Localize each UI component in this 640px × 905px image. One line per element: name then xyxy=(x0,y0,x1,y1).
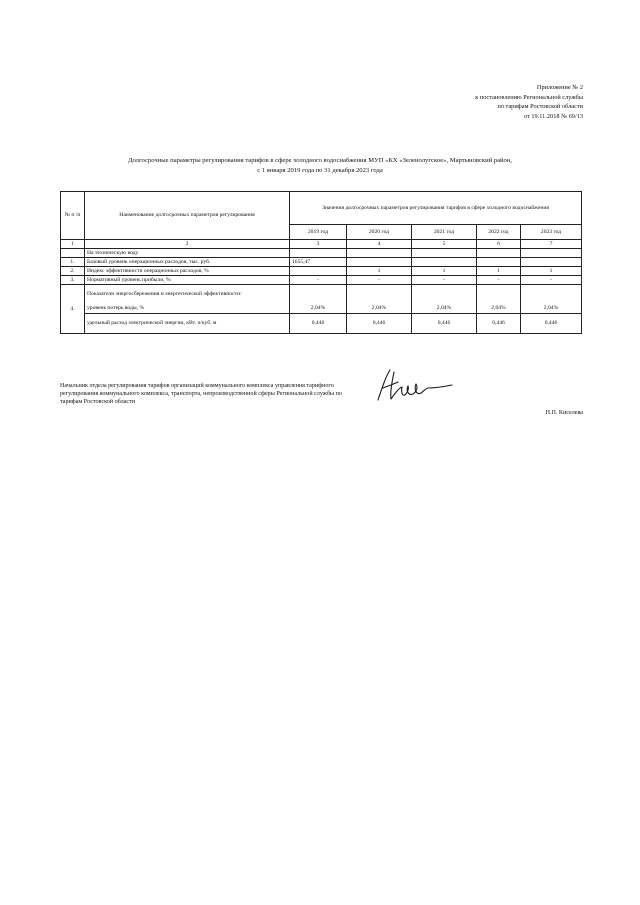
subrow-value: 0,446 xyxy=(347,314,412,334)
appendix-block xyxy=(475,83,583,121)
document-title xyxy=(60,156,580,175)
col-number: 7 xyxy=(521,240,582,249)
row-value: 1 xyxy=(412,267,477,276)
table-row xyxy=(61,267,582,276)
row-value xyxy=(347,258,412,267)
appendix-line: по тарифам Ростовской области xyxy=(497,103,583,111)
row-value: - xyxy=(347,276,412,285)
column-numbers-row xyxy=(61,240,582,249)
row-num: 3. xyxy=(61,276,85,285)
row-num: 4. xyxy=(61,285,85,334)
header-year: 2020 год xyxy=(347,225,412,240)
row-value: 1 xyxy=(347,267,412,276)
col-number: 5 xyxy=(412,240,477,249)
row-value xyxy=(521,258,582,267)
row-name: Нормативный уровень прибыли, % xyxy=(85,276,290,285)
appendix-line: к постановлению Региональной службы xyxy=(475,93,583,101)
row-value: - xyxy=(477,276,521,285)
signer-name: Н.П. Киселева xyxy=(545,410,583,416)
col-number: 3 xyxy=(290,240,347,249)
row-value: 1655,47 xyxy=(290,258,347,267)
row-name: Индекс эффективности операционных расходов, % xyxy=(85,267,290,276)
subrow-value: 2,04% xyxy=(290,305,347,314)
subrow-value: 0,446 xyxy=(477,314,521,334)
parameters-table xyxy=(60,191,582,334)
table-subrow xyxy=(61,305,582,314)
col-number: 6 xyxy=(477,240,521,249)
section-row xyxy=(61,249,582,258)
handwritten-signature xyxy=(372,366,454,406)
header-year: 2023 год xyxy=(521,225,582,240)
table-subrow xyxy=(61,314,582,334)
row-name: Базовый уровень операционных расходов, тыс. руб. xyxy=(85,258,290,267)
signer-position: Начальник отдела регулирования тарифов организаций коммунального комплекса управления тарифного регулирования коммунального комплекса, транспорта, непроизводственной сферы Региональной службы по тарифам Ростовской области xyxy=(60,383,342,405)
header-name: Наименование долгосрочных параметров регулирования xyxy=(85,192,290,240)
subrow-value: 2,04% xyxy=(347,305,412,314)
section-label: На техническую воду xyxy=(85,249,290,258)
row-value xyxy=(477,258,521,267)
subrow-value: 2,04% xyxy=(412,305,477,314)
row-value xyxy=(290,267,347,276)
table-row xyxy=(61,258,582,267)
subrow-name: уровень потерь воды, % xyxy=(85,305,290,314)
table-header-row xyxy=(61,192,582,225)
title-line-1: Долгосрочные параметры регулирования тарифов в сфере холодного водоснабжения МУП «КХ «Зеленолугское», Мартыновский район, xyxy=(127,157,513,164)
subrow-value: 2,04% xyxy=(477,305,521,314)
row-value: - xyxy=(521,276,582,285)
row-value: - xyxy=(412,276,477,285)
row-value xyxy=(412,258,477,267)
row-value: 1 xyxy=(477,267,521,276)
row-num: 1. xyxy=(61,258,85,267)
col-number: 4 xyxy=(347,240,412,249)
row-value: - xyxy=(290,276,347,285)
header-num: № п /п xyxy=(61,192,85,240)
header-year: 2021 год xyxy=(412,225,477,240)
subrow-value: 0,446 xyxy=(290,314,347,334)
subrow-name: удельный расход электрической энергии, кВт. ч/куб. м xyxy=(85,314,290,334)
appendix-line: Приложение № 2 xyxy=(536,84,583,91)
row-value: 1 xyxy=(521,267,582,276)
header-year: 2019 год xyxy=(290,225,347,240)
subrow-value: 0,446 xyxy=(412,314,477,334)
col-number: 2 xyxy=(85,240,290,249)
table-row xyxy=(61,276,582,285)
header-values-group: Значения долгосрочных параметров регулирования тарифов в сфере холодного водоснабжения xyxy=(290,192,582,225)
header-year: 2022 год xyxy=(477,225,521,240)
col-number: 1 xyxy=(61,240,85,249)
appendix-line: от 19.11.2018 № 69/13 xyxy=(524,112,583,120)
subrow-value: 0,446 xyxy=(521,314,582,334)
subrow-value: 2,04% xyxy=(521,305,582,314)
row-num: 2. xyxy=(61,267,85,276)
table-row-energy xyxy=(61,285,582,305)
row-name: Показатели энергосбережения и энергетической эффективности: xyxy=(85,285,290,305)
title-line-2: с 1 января 2019 года по 31 декабря 2023 года xyxy=(257,166,383,174)
